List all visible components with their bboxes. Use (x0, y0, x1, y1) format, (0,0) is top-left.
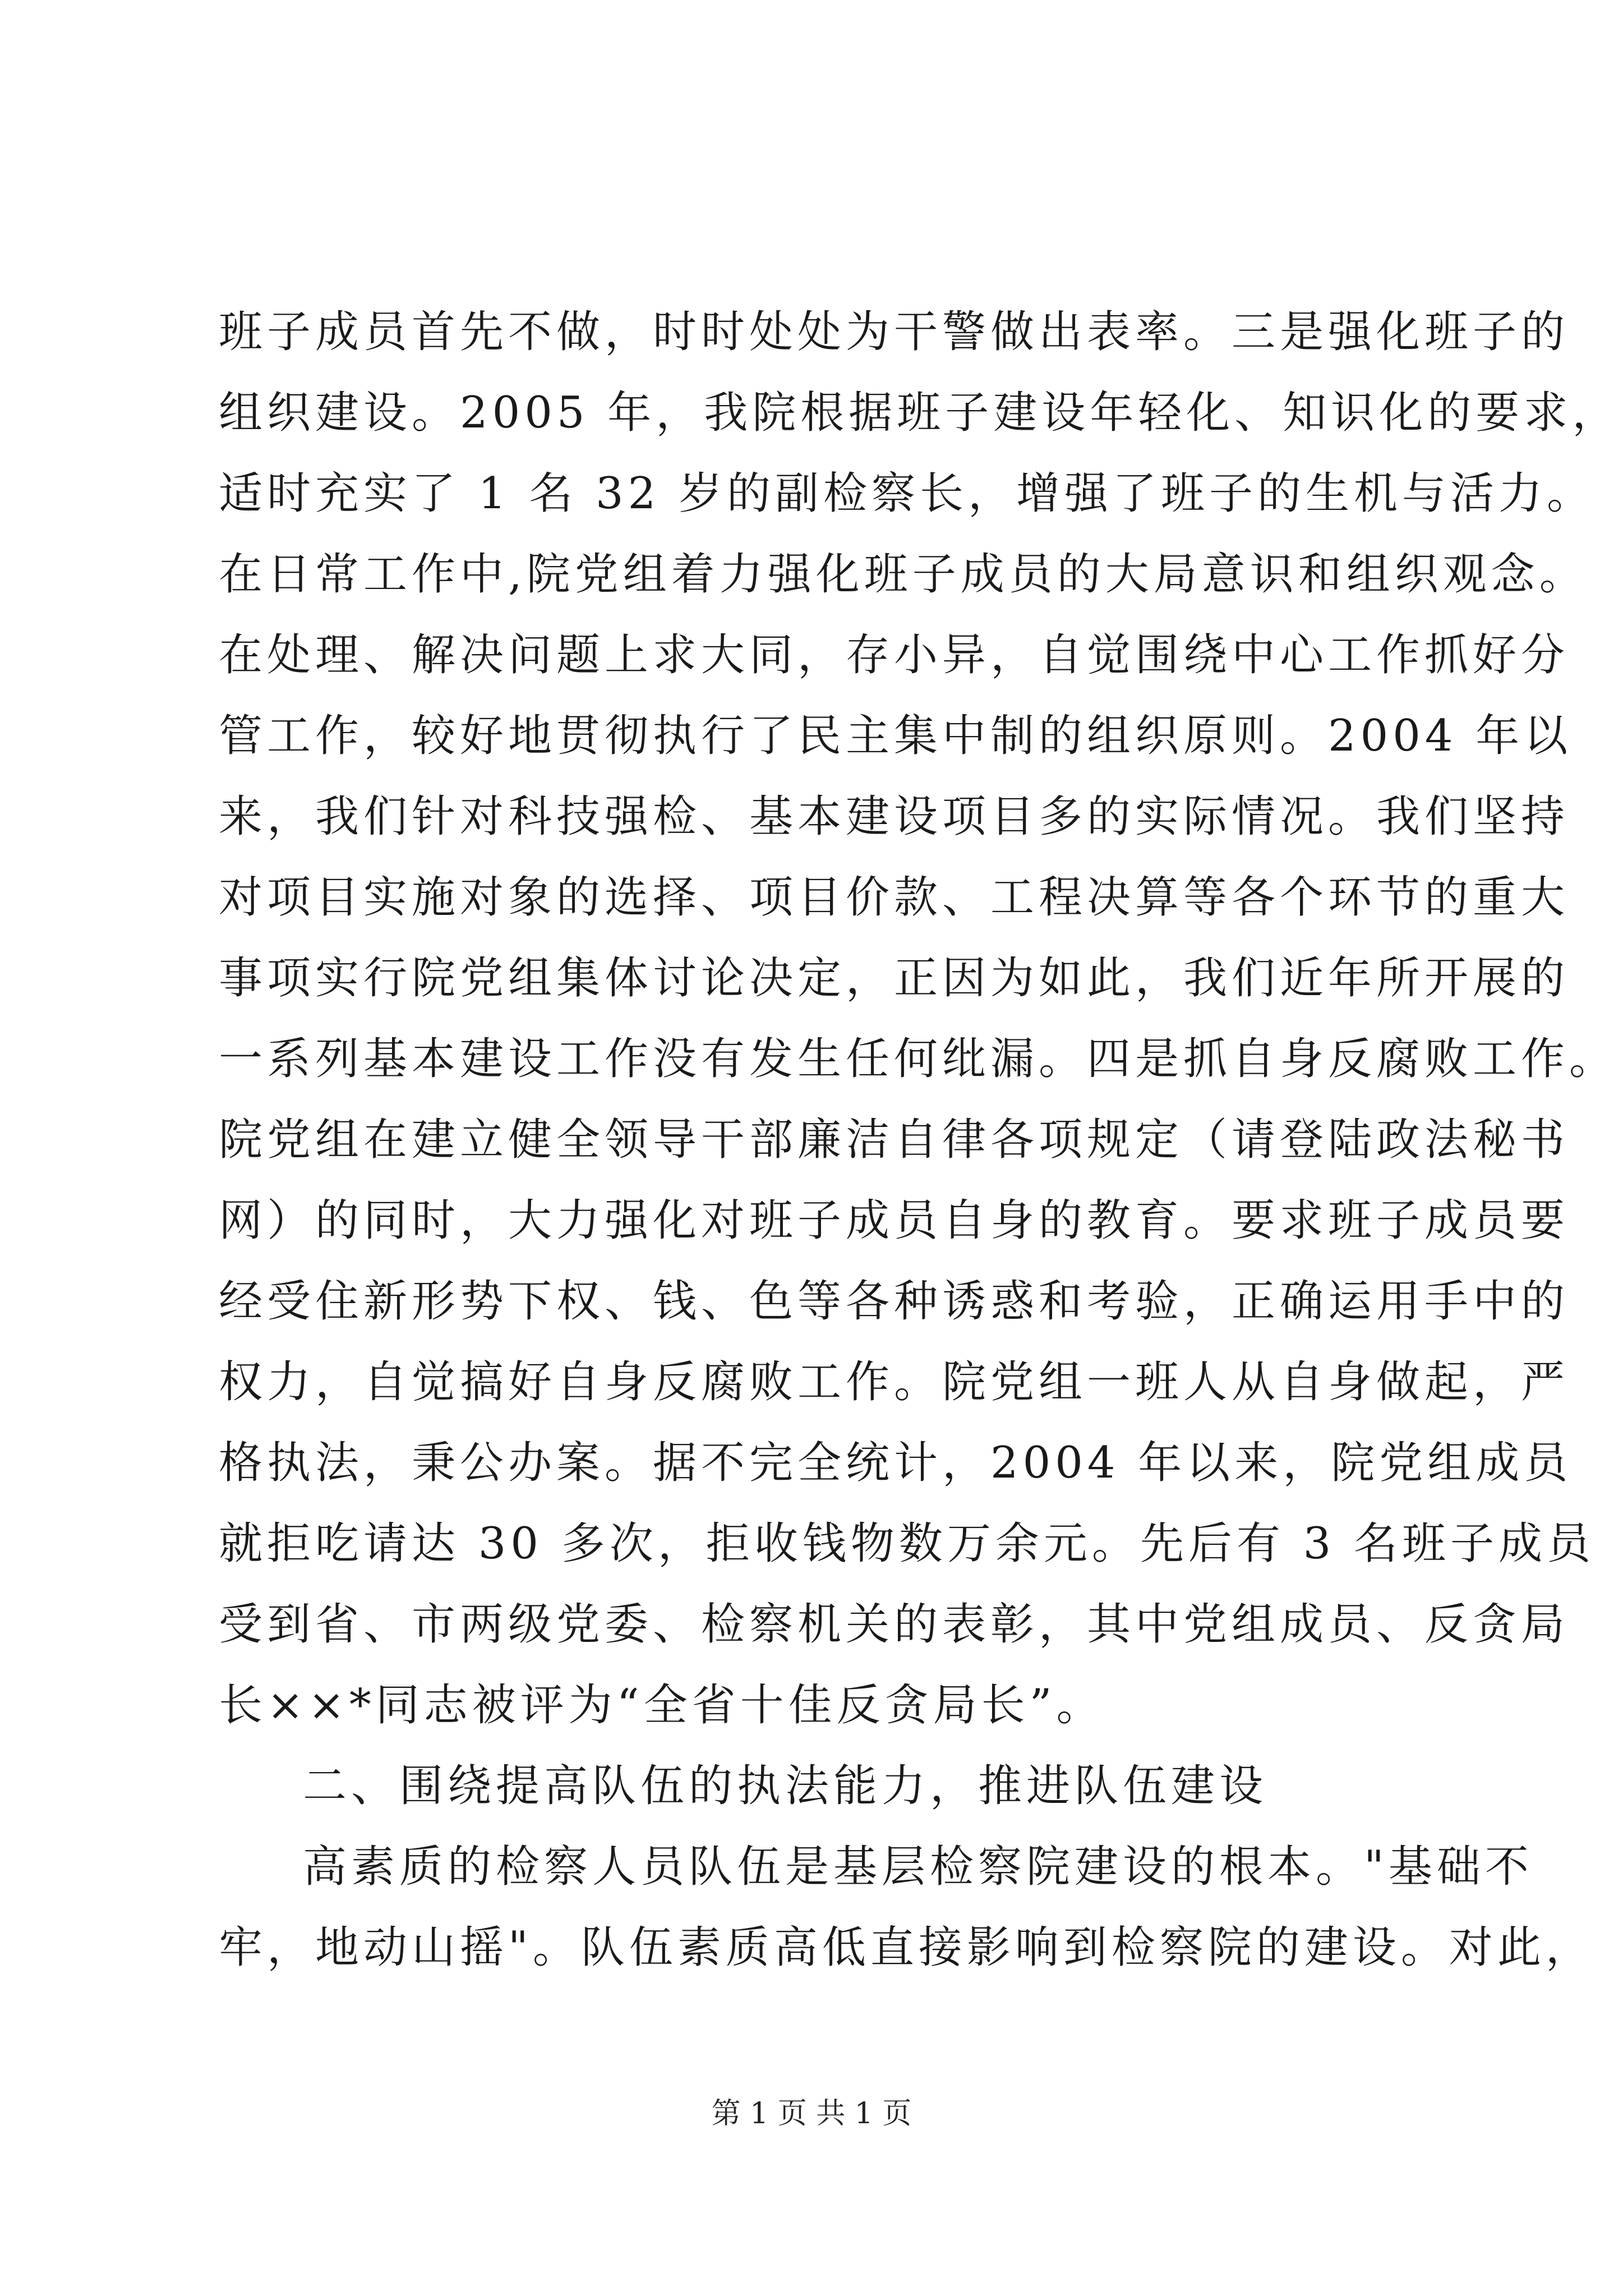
text-line: 网）的同时，大力强化对班子成员自身的教育。要求班子成员要 (219, 1195, 1570, 1246)
section-heading: 二、围绕提高队伍的执法能力，推进队伍建设 (303, 1761, 1268, 1811)
text-line: 事项实行院党组集体讨论决定，正因为如此，我们近年所开展的 (219, 953, 1570, 1004)
text-line: 院党组在建立健全领导干部廉洁自律各项规定（请登陆政法秘书 (219, 1115, 1570, 1165)
text-line: 牢，地动山摇"。队伍素质高低直接影响到检察院的建设。对此， (219, 1922, 1594, 1973)
text-line: 管工作，较好地贯彻执行了民主集中制的组织原则。2004 年以 (219, 711, 1573, 761)
text-line: 经受住新形势下权、钱、色等各种诱惑和考验，正确运用手中的 (219, 1276, 1570, 1327)
text-line: 一系列基本建设工作没有发生任何纰漏。四是抓自身反腐败工作。 (219, 1034, 1618, 1084)
text-line: 格执法，秉公办案。据不完全统计，2004 年以来，院党组成员 (219, 1438, 1573, 1488)
text-line: 适时充实了 1 名 32 岁的副检察长，增强了班子的生机与活力。 (219, 468, 1596, 519)
text-line: 在日常工作中,院党组着力强化班子成员的大局意识和组织观念。 (219, 549, 1588, 600)
paragraph-start-line: 高素质的检察人员队伍是基层检察院建设的根本。"基础不 (303, 1842, 1533, 1892)
text-line: 对项目实施对象的选择、项目价款、工程决算等各个环节的重大 (219, 872, 1570, 923)
text-line: 权力，自觉搞好自身反腐败工作。院党组一班人从自身做起，严 (219, 1357, 1570, 1407)
text-line: 班子成员首先不做，时时处处为干警做出表率。三是强化班子的 (219, 307, 1570, 357)
text-line: 受到省、市两级党委、检察机关的表彰，其中党组成员、反贪局 (219, 1599, 1570, 1650)
text-line: 来，我们针对科技强检、基本建设项目多的实际情况。我们坚持 (219, 792, 1570, 842)
text-line: 在处理、解决问题上求大同，存小异，自觉围绕中心工作抓好分 (219, 630, 1570, 680)
body-text (219, 292, 1621, 1988)
text-line: 组织建设。2005 年，我院根据班子建设年轻化、知识化的要求， (219, 388, 1621, 438)
text-line: 就拒吃请达 30 多次，拒收钱物数万余元。先后有 3 名班子成员 (219, 1519, 1596, 1569)
page-footer: 第 1 页 共 1 页 (711, 2097, 912, 2131)
text-line: 长××*同志被评为“全省十佳反贪局长”。 (219, 1680, 1105, 1731)
